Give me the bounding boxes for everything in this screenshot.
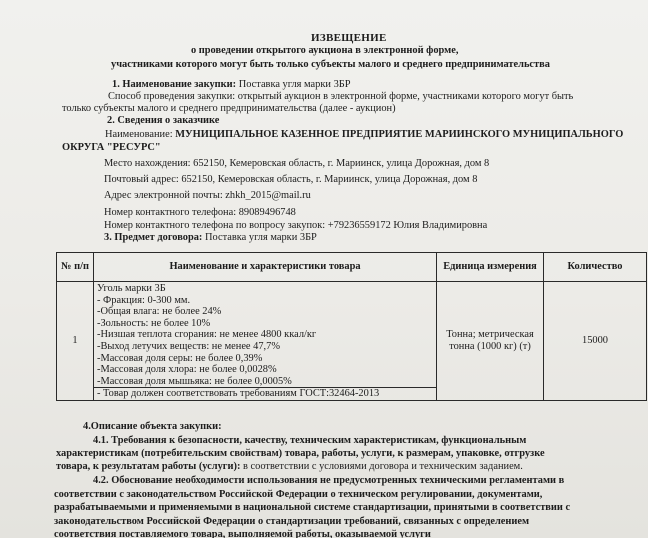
p41-line-c-bold: товара, к результатам работы (услуги):: [56, 461, 241, 472]
customer-name-value: МУНИЦИПАЛЬНОЕ КАЗЕННОЕ ПРЕДПРИЯТИЕ МАРИИНСКОГО МУНИЦИПАЛЬНОГО: [175, 129, 624, 140]
section-1-purchase-name: [112, 79, 351, 91]
section-1-label: 1. Наименование закупки:: [112, 79, 237, 90]
customer-location: Место нахождения: 652150, Кемеровская область, г. Мариинск, улица Дорожная, дом 8: [104, 158, 490, 169]
customer-name: [105, 129, 623, 141]
purchase-method: [108, 91, 573, 103]
customer-phone: Номер контактного телефона: 89089496748: [104, 207, 296, 218]
characteristic-item: -Массовая доля мышьяка: не более 0,0005%: [97, 375, 292, 387]
customer-postal: Почтовый адрес: 652150, Кемеровская область, г. Мариинск, улица Дорожная, дом 8: [104, 174, 478, 185]
p42-line-c: разрабатываемыми и применяемыми в национальной системе стандартизации, принятыми в соответствии с: [54, 502, 571, 513]
customer-name-label: Наименование:: [105, 129, 173, 140]
row-qty: 15000: [544, 282, 647, 401]
goods-table-header: [57, 253, 647, 282]
section-3-value: Поставка угля марки 3БР: [205, 232, 317, 243]
characteristic-item: -Низшая теплота сгорания: не менее 4800 ккал/кг: [97, 329, 317, 341]
col-qty-header: Количество: [544, 253, 647, 282]
notice-title: ИЗВЕЩЕНИЕ: [311, 32, 387, 44]
table-row: [57, 282, 647, 401]
p42-line-e: соответствия поставляемого товара, выполняемой работы, оказываемой услуги: [54, 529, 431, 538]
p42-line-d: законодательством Российской Федерации о стандартизации требований, связанных с определением: [54, 516, 530, 527]
notice-subtitle-2: участниками которого могут быть только субъекты малого и среднего предпринимательства: [111, 59, 550, 70]
goods-table: [56, 252, 647, 401]
customer-name-cont: ОКРУГА "РЕСУРС": [62, 142, 161, 153]
p41-line-b: характеристикам (потребительским свойствам) товара, работы, услуги, к размерам, упаковке, отгрузке: [56, 448, 545, 459]
characteristic-item: -Общая влага: не более 24%: [97, 306, 222, 318]
col-num-header: № п/п: [57, 253, 94, 282]
section-3: [104, 232, 317, 244]
p41-line-c-normal: в соответствии с условиями договора и техническим заданием.: [243, 461, 523, 472]
characteristic-item: - Товар должен соответствовать требованиям ГОСТ:32464-2013: [94, 387, 436, 400]
customer-email: Адрес электронной почты: zhkh_2015@mail.ru: [104, 190, 311, 201]
purchase-method-label: Способ проведения закупки:: [108, 91, 236, 102]
p42-line-b: соответствии с законодательством Российской Федерации о техническом регулировании, документами,: [54, 489, 543, 500]
p41-line-c: [56, 461, 523, 473]
section-1-value: Поставка угля марки 3БР: [238, 79, 351, 90]
row-characteristics: [94, 282, 437, 401]
section-3-label: 3. Предмет договора:: [104, 232, 203, 243]
characteristic-item: -Зольность: не более 10%: [97, 317, 211, 329]
customer-phone-procurement: Номер контактного телефона по вопросу закупок: +79236559172 Юлия Владимировна: [104, 220, 488, 231]
characteristic-item: -Выход летучих веществ: не менее 47,7%: [97, 340, 280, 352]
characteristic-item: -Массовая доля серы: не более 0,39%: [97, 352, 263, 364]
purchase-method-cont: только субъекты малого и среднего предпринимательства (далее - аукцион): [62, 103, 396, 114]
row-unit: Тонна; метрическая тонна (1000 кг) (т): [437, 282, 544, 401]
p42-number: 4.2.: [93, 475, 109, 486]
col-unit-header: Единица измерения: [437, 253, 544, 282]
p42-line-a: [93, 475, 564, 487]
col-name-header: Наименование и характеристики товара: [94, 253, 437, 282]
characteristic-item: Уголь марки 3Б: [97, 283, 166, 294]
row-num: 1: [57, 282, 94, 401]
characteristic-item: -Массовая доля хлора: не более 0,0028%: [97, 364, 277, 376]
notice-subtitle-1: о проведении открытого аукциона в электронной форме,: [191, 45, 459, 56]
section-2-label: 2. Сведения о заказчике: [107, 115, 220, 126]
p42-line-a-text: Обоснование необходимости использования не предусмотренных техническими регламентами в: [111, 475, 565, 486]
characteristic-item: - Фракция: 0-300 мм.: [97, 294, 191, 306]
purchase-method-value: открытый аукцион в электронной форме, участниками которого могут быть: [237, 91, 574, 102]
section-4-title: 4.Описание объекта закупки:: [83, 421, 222, 432]
p41-line-a: 4.1. Требования к безопасности, качеству, техническим характеристикам, функциональным: [93, 435, 527, 446]
